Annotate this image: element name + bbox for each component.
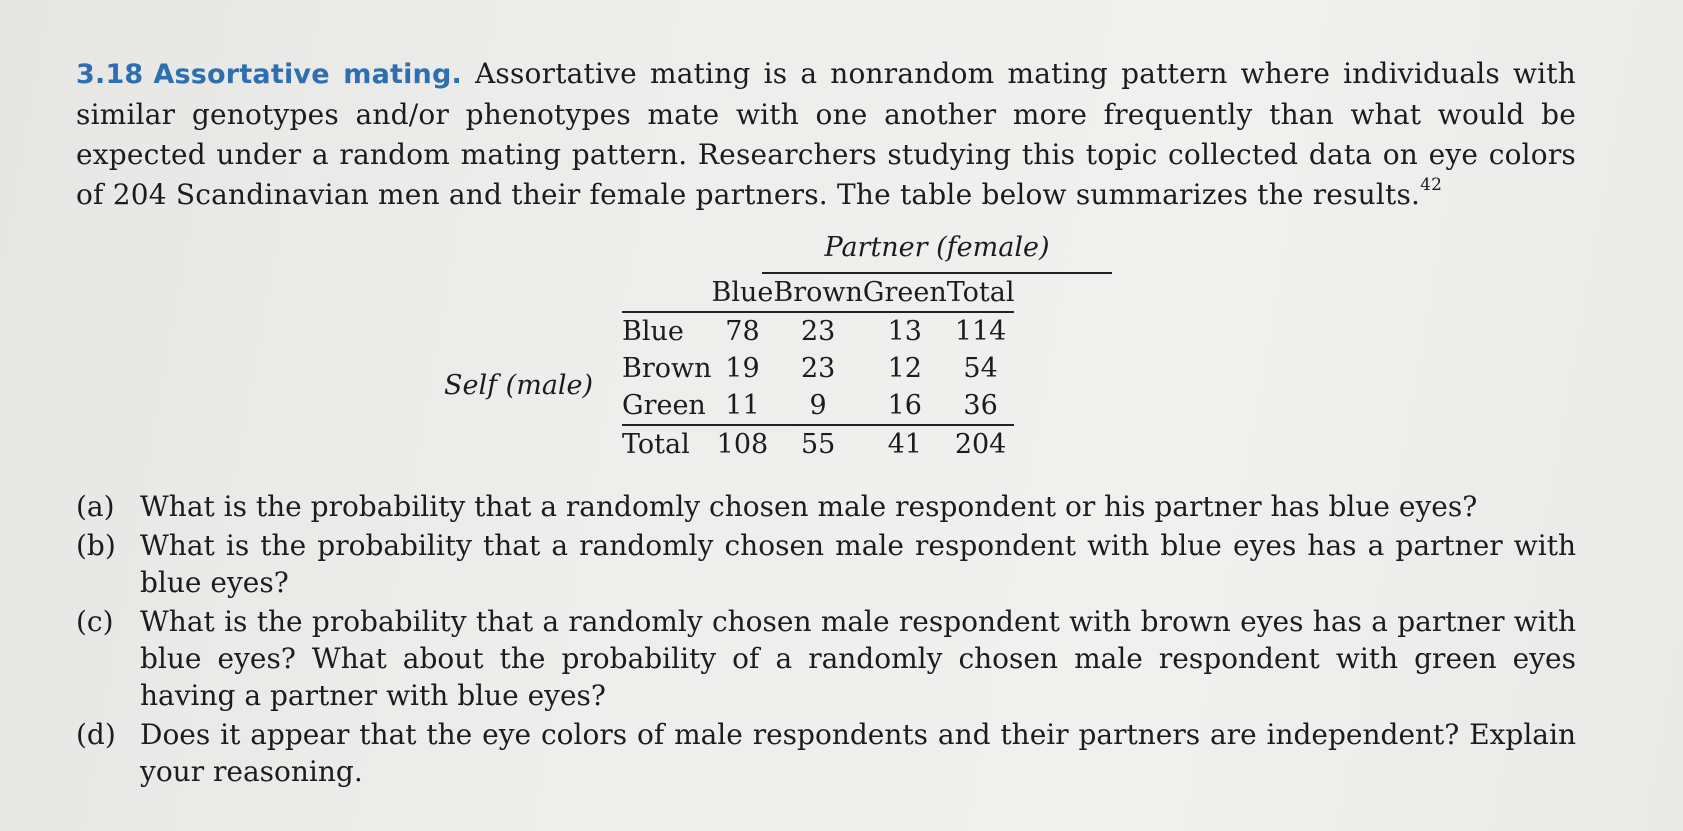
row-label: Blue (622, 316, 684, 347)
problem-text: Assortative mating is a nonrandom mating pattern where individuals with similar genotypes and/or phenotypes mate with one another more frequently than what would be expected under a random mating pattern. Researchers studying this topic collected data on eye colors of 204 Scandinavian men and their female partners. The table below summarizes the results. (76, 57, 1576, 211)
table-cell: 36 (963, 390, 998, 421)
question-item (76, 603, 1576, 714)
column-group-label: Partner (female) (824, 232, 1050, 263)
question-label: (d) (76, 718, 116, 751)
footnote-marker: 42 (1420, 175, 1443, 195)
question-text: What is the probability that a randomly chosen male respondent with blue eyes has a partner with blue eyes? (140, 529, 1576, 599)
table-cell: 114 (954, 316, 1007, 347)
table-header-row (622, 274, 1014, 312)
table-row (622, 387, 1014, 425)
table-cell: 204 (947, 425, 1015, 463)
problem-intro (76, 54, 1576, 215)
table-cell: 23 (800, 316, 836, 347)
row-group-label: Self (male) (444, 370, 594, 401)
table-cell: 41 (863, 425, 947, 463)
question-label: (a) (76, 490, 115, 523)
table-cell: 13 (887, 316, 922, 347)
problem-heading: Assortative mating. (153, 59, 462, 90)
problem-statement (76, 54, 1576, 215)
table-cell: 19 (725, 353, 760, 384)
table-total-row (622, 425, 1014, 463)
question-text: What is the probability that a randomly chosen male respondent with brown eyes has a partner with blue eyes? What about the probability of a randomly chosen male respondent with green eyes having a partner with blue eyes? (140, 605, 1576, 712)
header-corner (622, 274, 712, 312)
table-cell: 11 (725, 390, 760, 421)
table-cell: 55 (773, 425, 863, 463)
question-label: (c) (76, 605, 114, 638)
table-row (622, 350, 1014, 387)
question-label: (b) (76, 529, 116, 562)
table-cell: 16 (887, 390, 922, 421)
question-text: What is the probability that a randomly chosen male respondent or his partner has blue eyes? (140, 490, 1478, 523)
table-cell: 78 (725, 316, 760, 347)
question-list (76, 488, 1576, 792)
row-label: Green (622, 390, 706, 421)
eye-color-table (622, 274, 1014, 463)
table-cell: 12 (887, 353, 922, 384)
table-cell: 23 (800, 353, 836, 384)
table-cell: 108 (712, 425, 774, 463)
question-text: Does it appear that the eye colors of male respondents and their partners are independent? Explain your reasoning. (140, 718, 1576, 788)
contingency-table (444, 232, 1234, 462)
table-cell: 9 (809, 390, 827, 421)
question-item (76, 488, 1576, 525)
table-row (622, 312, 1014, 350)
column-header: Total (947, 274, 1015, 312)
column-header: Blue (712, 274, 774, 312)
table-cell: 54 (963, 353, 998, 384)
problem-number: 3.18 (76, 59, 144, 90)
row-label: Total (622, 425, 712, 463)
question-item (76, 527, 1576, 601)
column-header: Green (863, 274, 947, 312)
question-item (76, 716, 1576, 790)
column-header: Brown (773, 274, 863, 312)
row-label: Brown (622, 353, 712, 384)
